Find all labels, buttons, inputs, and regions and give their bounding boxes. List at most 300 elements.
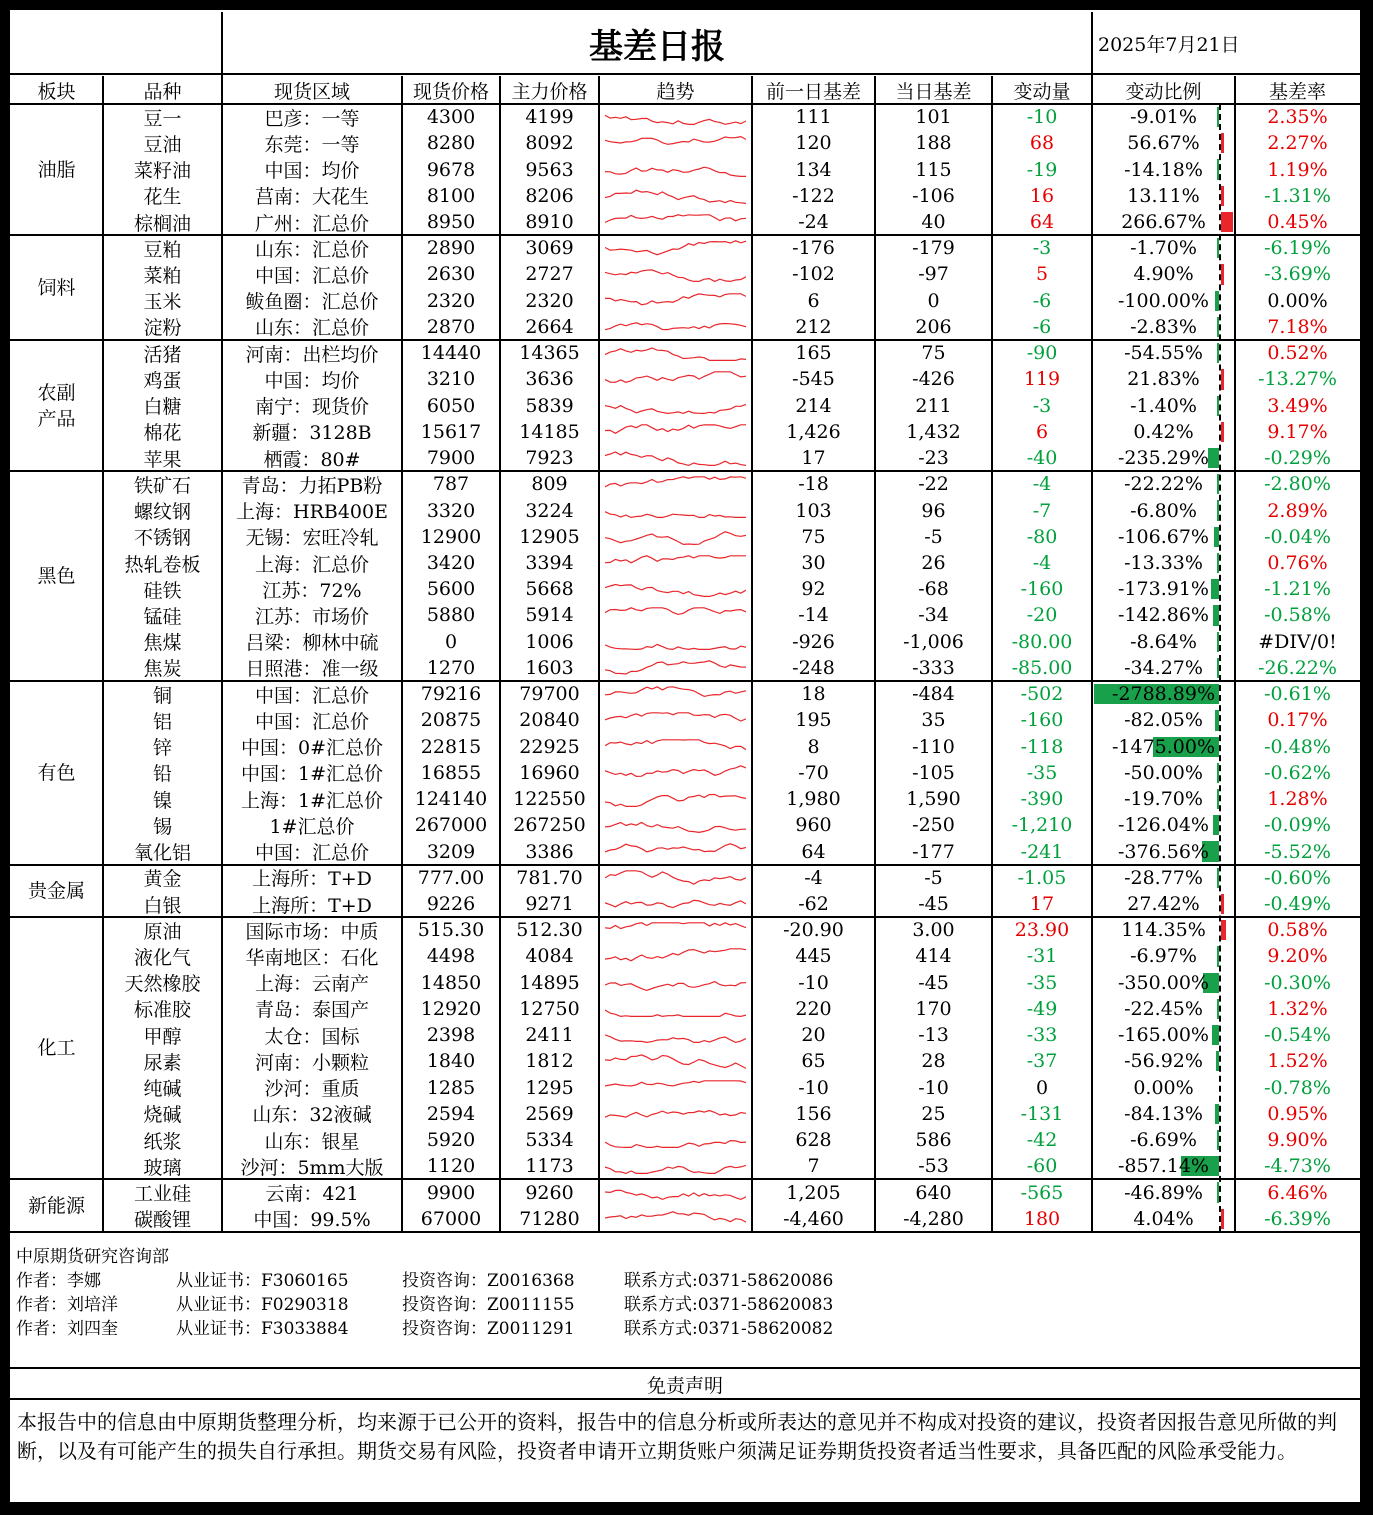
cell-chg: -31: [1026, 945, 1058, 968]
cell-prev: 92: [801, 578, 826, 601]
cell-variety: 液化气: [133, 946, 191, 969]
change-ratio-value: 266.67%: [1121, 211, 1206, 234]
cell-chg: -131: [1020, 1102, 1064, 1125]
cell-spot: 5600: [426, 578, 476, 601]
trend-line: [605, 270, 746, 282]
trend-line: [605, 452, 746, 465]
cell-main: 3636: [525, 368, 574, 391]
cell-chg: -35: [1026, 761, 1058, 784]
cell-spot: 4498: [426, 945, 476, 968]
change-ratio-cell: [1092, 130, 1235, 156]
cell-prev: 64: [801, 840, 826, 863]
cell-cur: -34: [918, 604, 949, 627]
cell-prev: 156: [795, 1102, 832, 1125]
cell-cur: 188: [915, 132, 952, 155]
cell-prev: 6: [807, 289, 820, 312]
cell-region: 中国：99.5%: [253, 1209, 371, 1232]
trend-line: [605, 1191, 746, 1200]
cell-main: 512.30: [516, 919, 583, 942]
cell-variety: 铅: [152, 763, 172, 786]
cell-region: 中国：0#汇总价: [240, 737, 383, 760]
trend-sparkline: [605, 659, 746, 677]
cell-main: 14365: [519, 342, 580, 365]
cell-cur: -106: [912, 184, 955, 207]
change-ratio-cell: [1092, 812, 1235, 838]
cell-cur: 3.00: [912, 919, 955, 942]
change-ratio-cell: [1092, 681, 1235, 707]
change-ratio-cell: [1092, 629, 1235, 655]
cell-prev: -18: [798, 473, 829, 496]
cell-region: 莒南：大花生: [254, 186, 369, 209]
cell-variety: 尿素: [143, 1051, 182, 1074]
cell-rate: -0.48%: [1264, 735, 1331, 758]
cell-variety: 热轧卷板: [124, 553, 201, 576]
cell-spot: 79216: [420, 683, 482, 706]
change-ratio-cell: [1092, 576, 1235, 602]
cell-cur: -97: [918, 263, 949, 286]
cell-spot: 2630: [426, 263, 476, 286]
cell-spot: 2870: [426, 315, 476, 338]
change-ratio-value: -106.67%: [1118, 525, 1209, 548]
cell-cur: 115: [915, 158, 952, 181]
cell-region: 江苏：72%: [262, 579, 362, 602]
cell-region: 中国：均价: [264, 369, 360, 392]
cell-main: 4084: [525, 945, 574, 968]
cell-variety: 硅铁: [143, 579, 182, 602]
col-header-chg: 变动量: [1013, 80, 1071, 103]
cell-rate: 0.00%: [1267, 289, 1328, 312]
cell-cur: -105: [912, 761, 955, 784]
author-author: 作者：李娜: [16, 1271, 101, 1291]
cell-spot: 2320: [426, 289, 476, 312]
col-header-ratio: 变动比例: [1125, 80, 1202, 103]
cell-variety: 原油: [143, 920, 182, 943]
change-ratio-cell: [1092, 734, 1235, 760]
trend-line: [605, 425, 746, 434]
cell-main: 267250: [513, 814, 586, 837]
cell-prev: 220: [795, 997, 832, 1020]
trend-sparkline: [605, 1000, 746, 1018]
change-ratio-cell: [1092, 366, 1235, 392]
cell-main: 5839: [525, 394, 574, 417]
report-date: 2025年7月21日: [1098, 33, 1240, 56]
cell-variety: 烧碱: [143, 1104, 182, 1127]
change-ratio-cell: [1092, 865, 1235, 891]
org-name: 中原期货研究咨询部: [16, 1247, 169, 1267]
cell-region: 河南：小颗粒: [254, 1051, 369, 1074]
cell-main: 2727: [525, 263, 574, 286]
cell-cur: 35: [921, 709, 946, 732]
change-ratio-value: -28.77%: [1124, 866, 1203, 889]
cell-main: 79700: [519, 683, 580, 706]
change-ratio-cell: [1092, 471, 1235, 497]
cell-rate: -0.30%: [1264, 971, 1331, 994]
cell-cur: -177: [912, 840, 955, 863]
cell-main: 9260: [525, 1181, 574, 1204]
cell-prev: -20.90: [783, 919, 844, 942]
trend-line: [605, 1080, 746, 1085]
cell-main: 1812: [525, 1050, 574, 1073]
change-ratio-cell: [1092, 235, 1235, 261]
change-ratio-value: -173.91%: [1118, 578, 1209, 601]
change-ratio-cell: [1092, 917, 1235, 943]
trend-line: [605, 531, 746, 544]
trend-sparkline: [605, 108, 746, 126]
cell-cur: -5: [924, 525, 943, 548]
change-ratio-value: 0.42%: [1133, 420, 1194, 443]
cell-rate: 2.89%: [1267, 499, 1328, 522]
cell-chg: -160: [1020, 709, 1064, 732]
change-ratio-value: -376.56%: [1118, 840, 1209, 863]
cell-prev: -545: [792, 368, 835, 391]
cell-main: 71280: [519, 1207, 580, 1230]
cell-cur: 101: [915, 106, 952, 129]
cell-rate: -26.22%: [1258, 656, 1337, 679]
cell-prev: -122: [792, 184, 835, 207]
cell-prev: 75: [801, 525, 826, 548]
change-ratio-value: 4.90%: [1133, 263, 1194, 286]
change-ratio-value: -6.97%: [1130, 945, 1197, 968]
cell-main: 20840: [519, 709, 580, 732]
cell-prev: 20: [801, 1024, 826, 1047]
trend-line: [605, 348, 746, 360]
cell-spot: 8280: [426, 132, 476, 155]
trend-sparkline: [605, 895, 746, 913]
change-ratio-cell: [1092, 943, 1235, 969]
col-header-prev: 前一日基差: [765, 80, 861, 103]
cell-spot: 5920: [426, 1129, 476, 1152]
trend-line: [605, 661, 746, 674]
trend-sparkline: [605, 449, 746, 467]
change-ratio-cell: [1092, 996, 1235, 1022]
cell-prev: -10: [798, 971, 829, 994]
cell-cur: -10: [918, 1076, 949, 1099]
cell-prev: 18: [801, 683, 826, 706]
trend-line: [605, 323, 746, 330]
cell-main: 2664: [525, 315, 574, 338]
trend-line: [605, 115, 746, 124]
cell-cur: -45: [918, 971, 949, 994]
cell-spot: 515.30: [417, 919, 485, 942]
cell-spot: 9226: [426, 893, 476, 915]
cell-variety: 棕榈油: [133, 212, 191, 235]
trend-line: [605, 512, 746, 518]
change-ratio-cell: [1092, 655, 1235, 681]
change-ratio-cell: [1092, 1127, 1235, 1153]
change-ratio-cell: [1092, 497, 1235, 523]
author-contact: 联系方式:0371-58620082: [624, 1319, 834, 1339]
cell-region: 中国：汇总价: [254, 710, 369, 733]
cell-spot: 8950: [426, 211, 476, 234]
cell-variety: 白银: [143, 894, 182, 917]
cell-variety: 焦炭: [143, 658, 182, 681]
cell-spot: 3420: [426, 552, 476, 575]
trend-line: [605, 190, 746, 203]
change-ratio-value: 114.35%: [1121, 919, 1206, 942]
cell-rate: 2.27%: [1267, 132, 1328, 155]
cell-prev: -62: [798, 893, 829, 915]
cell-main: 14895: [519, 971, 580, 994]
cell-main: 16960: [519, 761, 580, 784]
cell-prev: 212: [795, 315, 832, 338]
cell-cur: -1,006: [903, 630, 964, 653]
author-author: 作者：刘培洋: [16, 1295, 118, 1315]
change-ratio-cell: [1092, 445, 1235, 471]
cell-cur: -22: [918, 473, 949, 496]
trend-sparkline: [605, 764, 746, 782]
sector-label: 油脂: [37, 158, 76, 181]
cell-rate: 3.49%: [1267, 394, 1328, 417]
author-contact: 联系方式:0371-58620086: [624, 1271, 834, 1291]
cell-variety: 棉花: [143, 422, 182, 445]
cell-variety: 豆油: [143, 133, 182, 156]
cell-prev: 628: [795, 1129, 832, 1152]
change-ratio-value: 0.00%: [1133, 1076, 1194, 1099]
cell-spot: 5880: [426, 604, 476, 627]
change-ratio-value: -235.29%: [1118, 447, 1209, 470]
col-header-region: 现货区域: [273, 80, 350, 103]
grid-line: [10, 1398, 1360, 1400]
trend-line: [605, 949, 746, 961]
cell-chg: -241: [1020, 840, 1064, 863]
cell-cur: -13: [918, 1024, 949, 1047]
cell-rate: 1.28%: [1267, 788, 1328, 811]
cell-prev: -70: [798, 761, 829, 784]
cell-spot: 1840: [426, 1050, 476, 1073]
cell-cur: -250: [912, 814, 955, 837]
cell-variety: 铜: [152, 684, 172, 707]
trend-line: [605, 687, 746, 697]
trend-line: [605, 1010, 746, 1016]
cell-main: 1603: [525, 656, 574, 679]
cell-prev: 214: [795, 394, 832, 417]
change-ratio-value: -46.89%: [1124, 1181, 1203, 1204]
cell-chg: -3: [1032, 237, 1052, 260]
cell-main: 8092: [525, 132, 574, 155]
cell-prev: 111: [795, 106, 832, 129]
cell-main: 12905: [519, 525, 580, 548]
cell-spot: 267000: [414, 814, 488, 837]
cell-region: 东莞：一等: [264, 133, 360, 156]
cell-region: 太仓：国标: [264, 1025, 360, 1048]
cell-chg: -49: [1026, 997, 1058, 1020]
cell-region: 上海：HRB400E: [236, 501, 388, 524]
change-ratio-value: 13.11%: [1127, 184, 1200, 207]
trend-line: [605, 137, 746, 145]
cell-region: 山东：32液碱: [252, 1104, 372, 1127]
cell-prev: 445: [795, 945, 832, 968]
grid-line: [221, 12, 223, 76]
cell-prev: 30: [801, 552, 826, 575]
change-ratio-cell: [1092, 1101, 1235, 1127]
change-ratio-cell: [1092, 891, 1235, 917]
cell-region: 新疆：3128B: [252, 422, 372, 445]
cell-region: 国际市场：中质: [245, 920, 379, 943]
cell-region: 沙河：重质: [264, 1078, 360, 1101]
cell-rate: 1.19%: [1267, 158, 1328, 181]
author-author: 作者：刘四奎: [16, 1319, 118, 1339]
trend-sparkline: [605, 501, 746, 519]
cell-chg: 119: [1023, 368, 1061, 391]
trend-sparkline: [605, 370, 746, 388]
sector-label: 贵金属: [27, 879, 85, 902]
change-ratio-value: -50.00%: [1124, 761, 1203, 784]
cell-spot: 1285: [426, 1076, 476, 1099]
cell-variety: 镍: [152, 789, 172, 812]
cell-variety: 不锈钢: [133, 527, 191, 550]
cell-rate: -0.54%: [1264, 1024, 1331, 1047]
cell-spot: 787: [432, 473, 470, 496]
change-ratio-value: -6.80%: [1130, 499, 1197, 522]
cell-chg: -80.00: [1011, 630, 1073, 653]
cell-variety: 碳酸锂: [133, 1209, 191, 1232]
sector-label: 农副 产品: [37, 381, 76, 430]
cell-rate: 0.95%: [1267, 1102, 1328, 1125]
cell-rate: 6.46%: [1267, 1181, 1328, 1204]
cell-cur: -484: [912, 683, 955, 706]
trend-sparkline: [605, 344, 746, 362]
cell-chg: -80: [1026, 525, 1058, 548]
cell-chg: -160: [1020, 578, 1064, 601]
disclaimer-title: 免责声明: [646, 1374, 723, 1397]
grid-line: [1091, 12, 1093, 76]
cell-prev: 960: [795, 814, 832, 837]
trend-sparkline: [605, 580, 746, 598]
trend-line: [605, 372, 746, 383]
trend-sparkline: [605, 947, 746, 965]
cell-cur: 586: [915, 1129, 952, 1152]
trend-line: [605, 1141, 746, 1148]
cell-prev: -4,460: [783, 1207, 844, 1230]
cell-main: 3386: [525, 840, 574, 863]
cell-rate: 0.17%: [1267, 709, 1328, 732]
cell-chg: -3: [1032, 394, 1052, 417]
change-ratio-cell: [1092, 786, 1235, 812]
cell-variety: 花生: [143, 186, 182, 209]
cell-region: 青岛：泰国产: [254, 999, 369, 1022]
trend-sparkline: [605, 790, 746, 808]
trend-line: [605, 794, 746, 806]
cell-main: 5334: [525, 1129, 574, 1152]
change-ratio-value: -1.70%: [1130, 237, 1197, 260]
cell-main: 1173: [525, 1155, 574, 1178]
change-ratio-value: 27.42%: [1127, 893, 1200, 915]
cell-prev: -14: [798, 604, 829, 627]
cell-cur: -426: [912, 368, 955, 391]
change-ratio-cell: [1092, 156, 1235, 182]
cell-cur: -110: [912, 735, 955, 758]
cell-cur: 170: [915, 997, 952, 1020]
cell-spot: 1120: [426, 1155, 476, 1178]
cell-cur: -4,280: [903, 1207, 964, 1230]
trend-sparkline: [605, 738, 746, 756]
change-ratio-cell: [1092, 524, 1235, 550]
change-ratio-value: -6.69%: [1130, 1129, 1197, 1152]
cell-region: 上海所：T+D: [252, 868, 372, 891]
trend-sparkline: [605, 423, 746, 441]
trend-sparkline: [605, 1052, 746, 1070]
trend-line: [605, 713, 746, 721]
col-header-sector: 板块: [37, 80, 76, 103]
trend-line: [605, 215, 746, 223]
cell-prev: -24: [798, 211, 829, 234]
trend-sparkline: [605, 921, 746, 939]
cell-rate: 9.20%: [1267, 945, 1328, 968]
trend-line: [605, 1211, 746, 1221]
cell-variety: 玻璃: [143, 1156, 182, 1179]
change-ratio-value: -56.92%: [1124, 1050, 1203, 1073]
cell-region: 山东：汇总价: [254, 317, 369, 340]
cell-chg: -118: [1020, 735, 1064, 758]
trend-line: [605, 1035, 746, 1043]
cell-spot: 15617: [420, 420, 482, 443]
cell-variety: 白糖: [143, 396, 182, 419]
change-ratio-cell: [1092, 1153, 1235, 1179]
trend-line: [605, 404, 746, 413]
cell-prev: -4: [804, 866, 823, 889]
cell-cur: 0: [927, 289, 940, 312]
cell-variety: 菜粕: [143, 264, 182, 287]
trend-line: [605, 981, 746, 990]
cell-region: 中国：汇总价: [254, 264, 369, 287]
cell-chg: -85.00: [1011, 656, 1073, 679]
cell-main: 9271: [525, 893, 574, 915]
trend-line: [605, 1055, 746, 1069]
trend-sparkline: [605, 1105, 746, 1123]
change-ratio-value: -350.00%: [1118, 971, 1209, 994]
col-header-rate: 基差率: [1268, 80, 1326, 103]
cell-spot: 9900: [426, 1181, 476, 1204]
cell-chg: 16: [1029, 184, 1055, 207]
trend-line: [605, 739, 746, 749]
cell-variety: 锡: [152, 815, 172, 838]
cell-chg: -1.05: [1017, 866, 1067, 889]
change-ratio-cell: [1092, 1206, 1235, 1232]
cell-prev: 134: [795, 158, 832, 181]
cell-prev: 1,426: [786, 420, 841, 443]
trend-line: [605, 556, 746, 563]
change-ratio-value: -1475.00%: [1111, 735, 1216, 758]
cell-main: 3394: [525, 552, 574, 575]
cell-rate: 1.52%: [1267, 1050, 1328, 1073]
cell-rate: 0.58%: [1267, 919, 1328, 942]
cell-prev: -248: [792, 656, 835, 679]
cell-rate: -2.80%: [1264, 473, 1331, 496]
change-ratio-cell: [1092, 340, 1235, 366]
cell-chg: -10: [1026, 106, 1058, 129]
change-ratio-cell: [1092, 550, 1235, 576]
trend-line: [605, 923, 746, 929]
cell-rate: -0.60%: [1264, 866, 1331, 889]
author-advice: 投资咨询：Z0016368: [402, 1271, 575, 1291]
cell-chg: -1,210: [1011, 814, 1073, 837]
cell-variety: 纯碱: [143, 1078, 182, 1101]
cell-cur: -53: [918, 1155, 949, 1178]
cell-spot: 3209: [426, 840, 476, 863]
cell-cur: 96: [921, 499, 946, 522]
cell-spot: 8100: [426, 184, 476, 207]
col-header-spot: 现货价格: [412, 80, 489, 103]
cell-spot: 3210: [426, 368, 476, 391]
cell-chg: -60: [1026, 1155, 1058, 1178]
col-header-cur: 当日基差: [895, 80, 972, 103]
author-cert: 从业证书：F3033884: [176, 1319, 349, 1339]
cell-spot: 16855: [420, 761, 482, 784]
change-ratio-cell: [1092, 838, 1235, 864]
change-ratio-cell: [1092, 1022, 1235, 1048]
cell-spot: 7900: [426, 447, 476, 470]
change-ratio-cell: [1092, 183, 1235, 209]
